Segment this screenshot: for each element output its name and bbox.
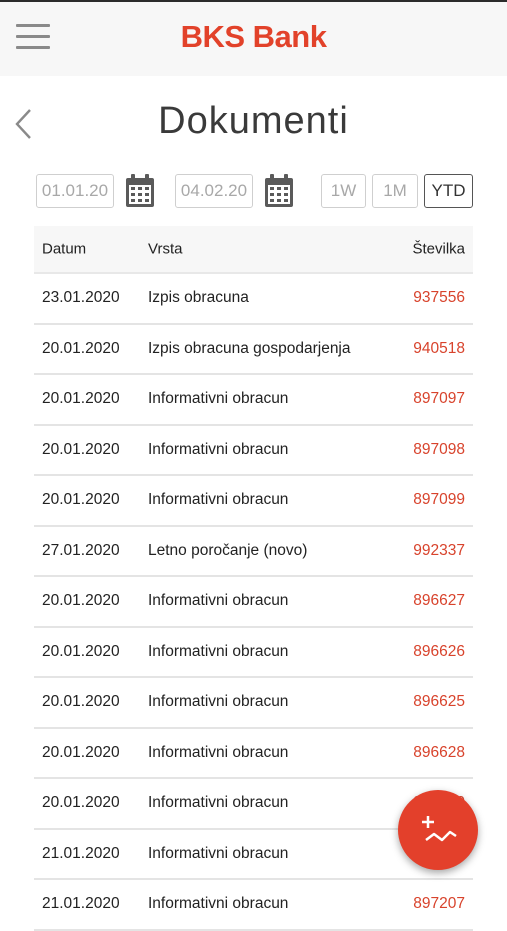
row-number[interactable]: 940518 <box>413 339 465 357</box>
column-header-number: Številka <box>412 240 465 258</box>
row-date: 21.01.2020 <box>42 844 120 862</box>
row-number[interactable]: 937556 <box>413 289 465 307</box>
app-bar <box>0 2 507 76</box>
row-type: Letno poročanje (novo) <box>148 541 308 559</box>
row-number[interactable]: 897098 <box>413 440 465 458</box>
table-header <box>34 226 473 274</box>
row-number[interactable]: 897099 <box>413 491 465 509</box>
to-date-field[interactable]: 04.02.20 <box>175 174 253 208</box>
row-date: 20.01.2020 <box>42 693 120 711</box>
row-number[interactable]: 896625 <box>413 693 465 711</box>
table-row[interactable] <box>34 880 473 931</box>
table-row[interactable] <box>34 375 473 426</box>
row-date: 20.01.2020 <box>42 743 120 761</box>
row-number[interactable]: 897207 <box>413 895 465 913</box>
table-row[interactable] <box>34 426 473 477</box>
row-date: 20.01.2020 <box>42 339 120 357</box>
calendar-icon[interactable] <box>123 172 157 210</box>
row-number[interactable]: 897097 <box>413 390 465 408</box>
table-row[interactable] <box>34 729 473 780</box>
row-date: 23.01.2020 <box>42 289 120 307</box>
period-1w-button[interactable]: 1W <box>321 174 366 208</box>
row-type: Informativni obracun <box>148 693 289 711</box>
row-type: Informativni obracun <box>148 592 289 610</box>
row-number[interactable]: 896628 <box>413 743 465 761</box>
row-date: 20.01.2020 <box>42 794 120 812</box>
row-type: Informativni obracun <box>148 440 289 458</box>
row-type: Informativni obracun <box>148 794 289 812</box>
row-type: Informativni obracun <box>148 895 289 913</box>
row-date: 27.01.2020 <box>42 541 120 559</box>
column-header-type: Vrsta <box>148 240 183 258</box>
column-header-date: Datum <box>42 240 87 258</box>
row-date: 20.01.2020 <box>42 642 120 660</box>
period-ytd-button[interactable]: YTD <box>424 174 473 208</box>
brand-logo: BKS Bank <box>180 19 327 54</box>
row-number[interactable]: 992337 <box>413 541 465 559</box>
row-date: 20.01.2020 <box>42 491 120 509</box>
add-chart-icon[interactable] <box>398 790 478 870</box>
table-row[interactable] <box>34 628 473 679</box>
table-row[interactable] <box>34 527 473 578</box>
row-date: 20.01.2020 <box>42 440 120 458</box>
row-type: Izpis obracuna gospodarjenja <box>148 339 351 357</box>
calendar-icon[interactable] <box>262 172 296 210</box>
row-type: Informativni obracun <box>148 743 289 761</box>
page-title: Dokumenti <box>158 100 349 142</box>
row-date: 20.01.2020 <box>42 390 120 408</box>
from-date-field[interactable]: 01.01.20 <box>36 174 114 208</box>
row-date: 21.01.2020 <box>42 895 120 913</box>
table-row[interactable] <box>34 577 473 628</box>
row-date: 20.01.2020 <box>42 592 120 610</box>
row-type: Informativni obracun <box>148 844 289 862</box>
period-1m-button[interactable]: 1M <box>372 174 418 208</box>
table-row[interactable] <box>34 476 473 527</box>
row-number[interactable]: 896627 <box>413 592 465 610</box>
table-row[interactable] <box>34 274 473 325</box>
row-type: Informativni obracun <box>148 390 289 408</box>
row-number[interactable]: 896626 <box>413 642 465 660</box>
row-type: Informativni obracun <box>148 491 289 509</box>
row-type: Izpis obracuna <box>148 289 249 307</box>
table-row[interactable] <box>34 678 473 729</box>
table-row[interactable] <box>34 325 473 376</box>
row-type: Informativni obracun <box>148 642 289 660</box>
